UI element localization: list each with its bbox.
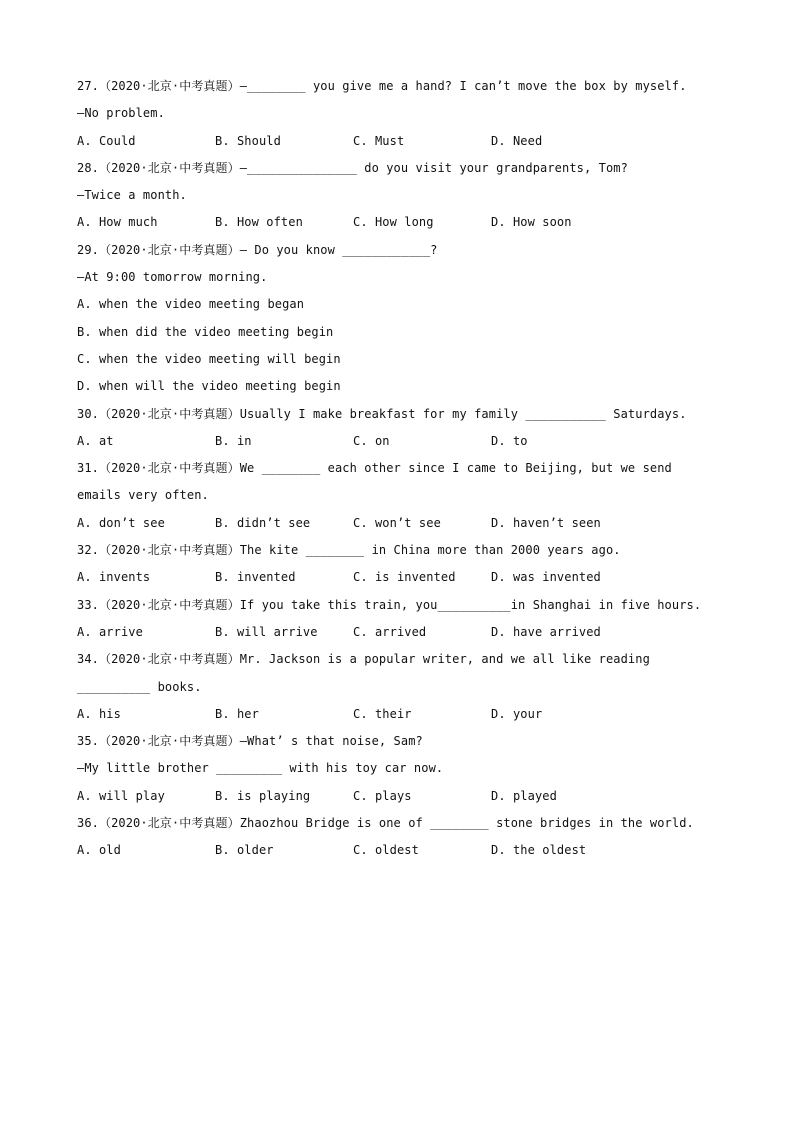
answer-option[interactable]: A. arrive [77, 624, 143, 639]
answer-option[interactable]: C. plays [353, 788, 412, 803]
question-stem: 33.（2020·北京·中考真题）If you take this train, you__________in Shanghai in five hours. [77, 597, 702, 612]
answer-option[interactable]: C. Must [353, 133, 405, 148]
question-stem: 35.（2020·北京·中考真题）—What’ s that noise, Sam? [77, 734, 423, 749]
answer-option[interactable]: C. their [353, 706, 412, 721]
exam-page [77, 76, 727, 868]
answer-option[interactable]: C. oldest [353, 843, 419, 858]
answer-option[interactable]: D. haven’t seen [491, 515, 601, 530]
answer-options-row [77, 131, 727, 158]
answer-option[interactable]: C. arrived [353, 624, 427, 639]
question-stem: 34.（2020·北京·中考真题）Mr. Jackson is a popular writer, and we all like reading [77, 652, 650, 667]
answer-option[interactable]: D. played [491, 788, 557, 803]
answer-option: C. when the video meeting will begin [77, 351, 341, 366]
question-stem: 31.（2020·北京·中考真题）We ________ each other since I came to Beijing, but we send [77, 461, 672, 476]
answer-option[interactable]: A. Could [77, 133, 136, 148]
answer-option[interactable]: B. Should [215, 133, 281, 148]
dialogue-response: —No problem. [77, 106, 165, 121]
answer-options-row [77, 840, 727, 867]
answer-option[interactable]: D. to [491, 433, 528, 448]
answer-option[interactable]: A. old [77, 843, 121, 858]
answer-options-row [77, 513, 727, 540]
answer-option[interactable]: C. on [353, 433, 390, 448]
answer-option[interactable]: B. will arrive [215, 624, 318, 639]
answer-option[interactable]: D. the oldest [491, 843, 587, 858]
question-stem: 30.（2020·北京·中考真题）Usually I make breakfast for my family ___________ Saturdays. [77, 406, 687, 421]
answer-option[interactable]: D. have arrived [491, 624, 601, 639]
answer-options-row [77, 622, 727, 649]
answer-option[interactable]: B. is playing [215, 788, 311, 803]
answer-option[interactable]: D. was invented [491, 570, 601, 585]
answer-options-row [77, 567, 727, 594]
question-stem-continued: __________ books. [77, 679, 202, 694]
answer-option[interactable]: D. your [491, 706, 543, 721]
question-stem: 32.（2020·北京·中考真题）The kite ________ in China more than 2000 years ago. [77, 543, 621, 558]
answer-option[interactable]: C. is invented [353, 570, 456, 585]
question-stem: 29.（2020·北京·中考真题）— Do you know ____________? [77, 242, 438, 257]
answer-option[interactable]: C. How long [353, 215, 434, 230]
answer-option[interactable]: B. in [215, 433, 252, 448]
answer-option[interactable]: A. will play [77, 788, 165, 803]
answer-options-row [77, 786, 727, 813]
answer-option[interactable]: D. How soon [491, 215, 572, 230]
dialogue-response: —My little brother _________ with his toy car now. [77, 761, 444, 776]
answer-option: B. when did the video meeting begin [77, 324, 334, 339]
answer-options-row [77, 704, 727, 731]
dialogue-response: —Twice a month. [77, 188, 187, 203]
question-stem: 36.（2020·北京·中考真题）Zhaozhou Bridge is one of ________ stone bridges in the world. [77, 816, 694, 831]
answer-option[interactable]: A. his [77, 706, 121, 721]
answer-option: A. when the video meeting began [77, 297, 305, 312]
question-stem: 27.（2020·北京·中考真题）—________ you give me a hand? I can’t move the box by myself. [77, 79, 687, 93]
question-stem: 28.（2020·北京·中考真题）—_______________ do you visit your grandparents, Tom? [77, 160, 628, 175]
answer-option[interactable]: B. older [215, 843, 274, 858]
dialogue-response: —At 9:00 tomorrow morning. [77, 270, 268, 285]
question-stem-continued: emails very often. [77, 488, 209, 503]
answer-option[interactable]: B. invented [215, 570, 296, 585]
answer-option[interactable]: A. at [77, 433, 114, 448]
answer-option[interactable]: A. don’t see [77, 515, 165, 530]
answer-options-row [77, 212, 727, 239]
answer-option[interactable]: A. invents [77, 570, 151, 585]
answer-option[interactable]: B. didn’t see [215, 515, 311, 530]
answer-option[interactable]: D. Need [491, 133, 543, 148]
answer-option[interactable]: B. How often [215, 215, 303, 230]
answer-option: D. when will the video meeting begin [77, 379, 341, 394]
answer-option[interactable]: A. How much [77, 215, 158, 230]
answer-option[interactable]: B. her [215, 706, 259, 721]
answer-options-row [77, 431, 727, 458]
answer-option[interactable]: C. won’t see [353, 515, 441, 530]
